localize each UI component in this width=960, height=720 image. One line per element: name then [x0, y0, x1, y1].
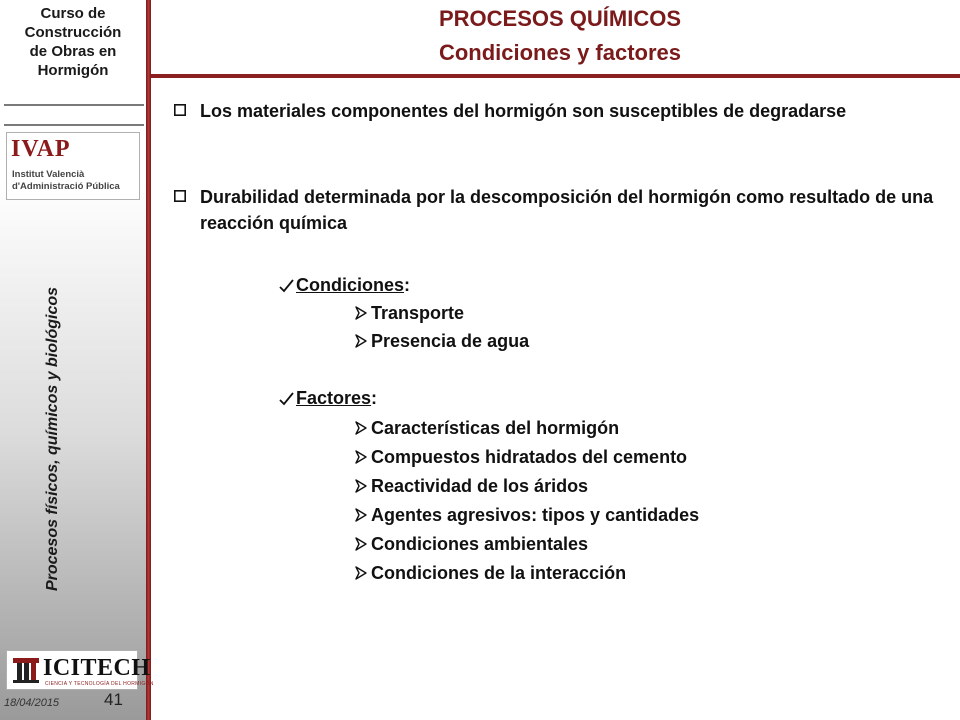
- slide-number: 41: [104, 690, 123, 709]
- arrow-bullet-icon: [355, 306, 367, 320]
- condition-item: [355, 301, 464, 325]
- course-title-line: Curso de: [40, 5, 106, 22]
- sidebar-separator: [4, 124, 144, 126]
- factor-item-text: Agentes agresivos: tipos y cantidades: [371, 505, 700, 525]
- factor-item-text: Condiciones ambientales: [371, 534, 589, 554]
- factor-item-text: Condiciones de la interacción: [371, 563, 627, 583]
- square-bullet-icon: [174, 104, 186, 116]
- factors-heading: [278, 386, 377, 410]
- arrow-bullet-icon: [355, 334, 367, 348]
- factors-label: Factores: [296, 388, 372, 408]
- slide-title: PROCESOS QUÍMICOS: [438, 6, 682, 31]
- arrow-bullet-icon: [355, 479, 367, 493]
- icitech-logo-word: ICITECH: [43, 655, 151, 681]
- arrow-bullet-icon: [355, 450, 367, 464]
- arrow-bullet-icon: [355, 537, 367, 551]
- ivap-logo-line: Institut Valencià: [12, 169, 85, 180]
- icitech-logo: [6, 650, 154, 690]
- conditions-heading: [278, 273, 410, 297]
- factor-item: [355, 474, 588, 498]
- conditions-label: Condiciones: [296, 275, 405, 295]
- sidebar-separator: [4, 104, 144, 106]
- factor-item: [355, 445, 687, 469]
- condition-item-text: Presencia de agua: [371, 331, 530, 351]
- slide-date: 18/04/2015: [4, 697, 60, 709]
- factor-item: [355, 416, 619, 440]
- course-title-line: Hormigón: [37, 62, 109, 79]
- condition-item-text: Transporte: [371, 303, 465, 323]
- sidebar-divider-rule: [146, 0, 151, 720]
- icitech-emblem-icon: [11, 655, 41, 685]
- bullet-item: [174, 184, 944, 236]
- icitech-logo-tagline: CIENCIA Y TECNOLOGÍA DEL HORMIGÓN: [45, 681, 154, 687]
- title-underline-rule: [151, 74, 960, 78]
- course-title-line: Construcción: [24, 24, 122, 41]
- square-bullet-icon: [174, 190, 186, 202]
- condition-item: [355, 329, 529, 353]
- bullet-text: Los materiales componentes del hormigón son susceptibles de degradarse: [200, 101, 847, 121]
- factors-colon: :: [371, 388, 378, 408]
- conditions-colon: :: [404, 275, 411, 295]
- checkmark-icon: [278, 278, 296, 294]
- factor-item: [355, 503, 699, 527]
- slide-subtitle: Condiciones y factores: [438, 40, 682, 65]
- arrow-bullet-icon: [355, 508, 367, 522]
- arrow-bullet-icon: [355, 421, 367, 435]
- factor-item-text: Reactividad de los áridos: [371, 476, 589, 496]
- factor-item-text: Características del hormigón: [371, 418, 620, 438]
- bullet-item: [174, 98, 944, 124]
- course-title-line: de Obras en: [29, 43, 117, 60]
- checkmark-icon: [278, 391, 296, 407]
- course-title: [0, 4, 146, 80]
- ivap-logo-line: d'Administració Pública: [12, 181, 120, 192]
- ivap-logo: [6, 132, 140, 200]
- ivap-logo-word: IVAP: [11, 136, 71, 162]
- section-vertical-title: Procesos físicos, químicos y biológicos: [44, 286, 61, 592]
- factor-item: [355, 532, 588, 556]
- bullet-text: Durabilidad determinada por la descomposición del hormigón como resultado de una reacción química: [200, 187, 934, 233]
- factor-item-text: Compuestos hidratados del cemento: [371, 447, 688, 467]
- arrow-bullet-icon: [355, 566, 367, 580]
- sidebar: [0, 0, 146, 720]
- factor-item: [355, 561, 626, 585]
